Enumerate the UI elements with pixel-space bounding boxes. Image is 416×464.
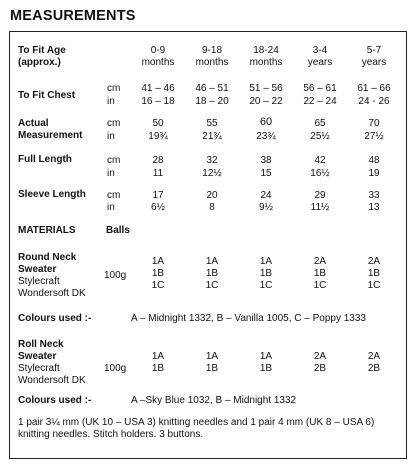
roll-neck-sweater-label: Sweater [18,351,57,362]
actual-unit-cm: cm [107,118,121,129]
size-1-number: 0-9 [150,45,166,56]
sleeve-cm-1: 17 [152,190,164,201]
full-length-in-4: 16½ [310,168,330,179]
size-3-number: 18-24 [253,45,279,56]
round-b-2: 1B [205,268,219,279]
sleeve-in-3: 9½ [259,202,273,213]
actual-in-2: 21¾ [202,131,222,142]
roll-b-1: 1B [151,363,165,374]
sleeve-in-1: 6½ [151,202,165,213]
round-b-3: 1B [259,268,273,279]
full-length-in-2: 12½ [202,168,222,179]
roll-neck-yarn-name: Wondersoft DK [18,375,86,386]
size-4-unit: years [307,57,333,68]
full-length-in-3: 15 [260,168,272,179]
sleeve-unit-in: in [107,202,115,213]
round-c-1: 1C [151,280,165,291]
balls-heading: Balls [106,225,130,236]
full-length-cm-5: 48 [368,155,380,166]
actual-cm-4: 65 [314,118,326,129]
size-4-number: 3-4 [312,45,328,56]
round-b-1: 1B [151,268,165,279]
age-label: To Fit Age [18,45,66,56]
round-a-3: 1A [259,256,273,267]
needles-note: 1 pair 3¼ mm (UK 10 – USA 3) knitting needles and 1 pair 4 mm (UK 8 – USA 6) knitting needles. Stitch holders. 3 buttons. [18,417,375,440]
full-length-cm-4: 42 [314,155,326,166]
chest-in-5: 24 - 26 [358,96,390,107]
round-c-2: 1C [205,280,219,291]
chest-in-2: 18 – 20 [195,96,229,107]
actual-label-measurement: Measurement [18,130,83,141]
full-length-in-1: 11 [152,168,164,179]
full-length-cm-2: 32 [206,155,218,166]
actual-cm-1: 50 [152,118,164,129]
chest-in-3: 20 – 22 [249,96,283,107]
round-a-4: 2A [313,256,327,267]
round-a-2: 1A [205,256,219,267]
round-c-5: 1C [367,280,381,291]
roll-b-3: 1B [259,363,273,374]
roll-neck-weight: 100g [104,363,127,374]
full-length-cm-1: 28 [152,155,164,166]
full-length-in-5: 19 [368,168,380,179]
size-3-unit: months [249,57,283,68]
actual-in-5: 27½ [364,131,384,142]
chest-cm-3: 51 – 56 [249,83,283,94]
roll-a-5: 2A [367,351,381,362]
measurements-table [9,31,407,459]
sleeve-cm-2: 20 [206,190,218,201]
actual-in-4: 25½ [310,131,330,142]
sleeve-length-label: Sleeve Length [18,189,86,200]
actual-label: Actual [18,118,49,129]
sleeve-in-5: 13 [368,202,380,213]
materials-heading: MATERIALS [18,225,76,236]
roll-neck-label: Roll Neck [18,339,64,350]
full-length-cm-3: 38 [260,155,272,166]
round-neck-label: Round Neck [18,252,77,263]
sleeve-cm-5: 33 [368,190,380,201]
chest-cm-1: 41 – 46 [141,83,175,94]
round-a-5: 2A [367,256,381,267]
round-c-3: 1C [259,280,273,291]
actual-cm-5: 70 [368,118,380,129]
chest-cm-2: 46 – 51 [195,83,229,94]
size-1-unit: months [141,57,175,68]
actual-unit-in: in [107,131,115,142]
round-neck-yarn-brand: Stylecraft [18,276,60,287]
size-5-unit: years [361,57,387,68]
chest-in-1: 16 – 18 [141,96,175,107]
chest-cm-4: 56 – 61 [303,83,337,94]
sleeve-in-2: 8 [209,202,215,213]
size-2-unit: months [195,57,229,68]
round-a-1: 1A [151,256,165,267]
size-5-number: 5-7 [366,45,382,56]
full-length-label: Full Length [18,154,72,165]
full-length-unit-cm: cm [107,155,121,166]
roll-a-4: 2A [313,351,327,362]
round-neck-weight: 100g [104,270,127,281]
actual-cm-2: 55 [206,118,218,129]
age-label-approx: (approx.) [18,57,61,68]
roll-b-4: 2B [313,363,327,374]
chest-unit-cm: cm [107,83,121,94]
chest-cm-5: 61 – 66 [357,83,391,94]
roll-b-2: 1B [205,363,219,374]
round-c-4: 1C [313,280,327,291]
colours-used-label-round: Colours used :- [18,313,92,324]
sleeve-unit-cm: cm [107,190,121,201]
sleeve-cm-4: 29 [314,190,326,201]
colours-used-label-roll: Colours used :- [18,395,92,406]
colours-roll: A –Sky Blue 1032, B – Midnight 1332 [131,395,297,406]
actual-cm-3: 60 [259,116,273,128]
chest-in-4: 22 – 24 [303,96,337,107]
colours-round: A – Midnight 1332, B – Vanilla 1005, C – Poppy 1333 [131,313,366,324]
sleeve-cm-3: 24 [260,190,272,201]
round-b-5: 1B [367,268,381,279]
sleeve-in-4: 11½ [310,202,330,213]
round-b-4: 1B [313,268,327,279]
chest-unit-in: in [107,96,115,107]
roll-a-3: 1A [259,351,273,362]
size-2-number: 9-18 [201,45,222,56]
full-length-unit-in: in [107,168,115,179]
page-title: MEASUREMENTS [10,8,136,24]
actual-in-3: 23¾ [256,131,276,142]
roll-a-2: 1A [205,351,219,362]
round-neck-yarn-name: Wondersoft DK [18,288,86,299]
roll-a-1: 1A [151,351,165,362]
roll-b-5: 2B [367,363,381,374]
round-neck-sweater-label: Sweater [18,264,57,275]
chest-label: To Fit Chest [18,90,76,101]
actual-in-1: 19¾ [148,131,168,142]
roll-neck-yarn-brand: Stylecraft [18,363,60,374]
